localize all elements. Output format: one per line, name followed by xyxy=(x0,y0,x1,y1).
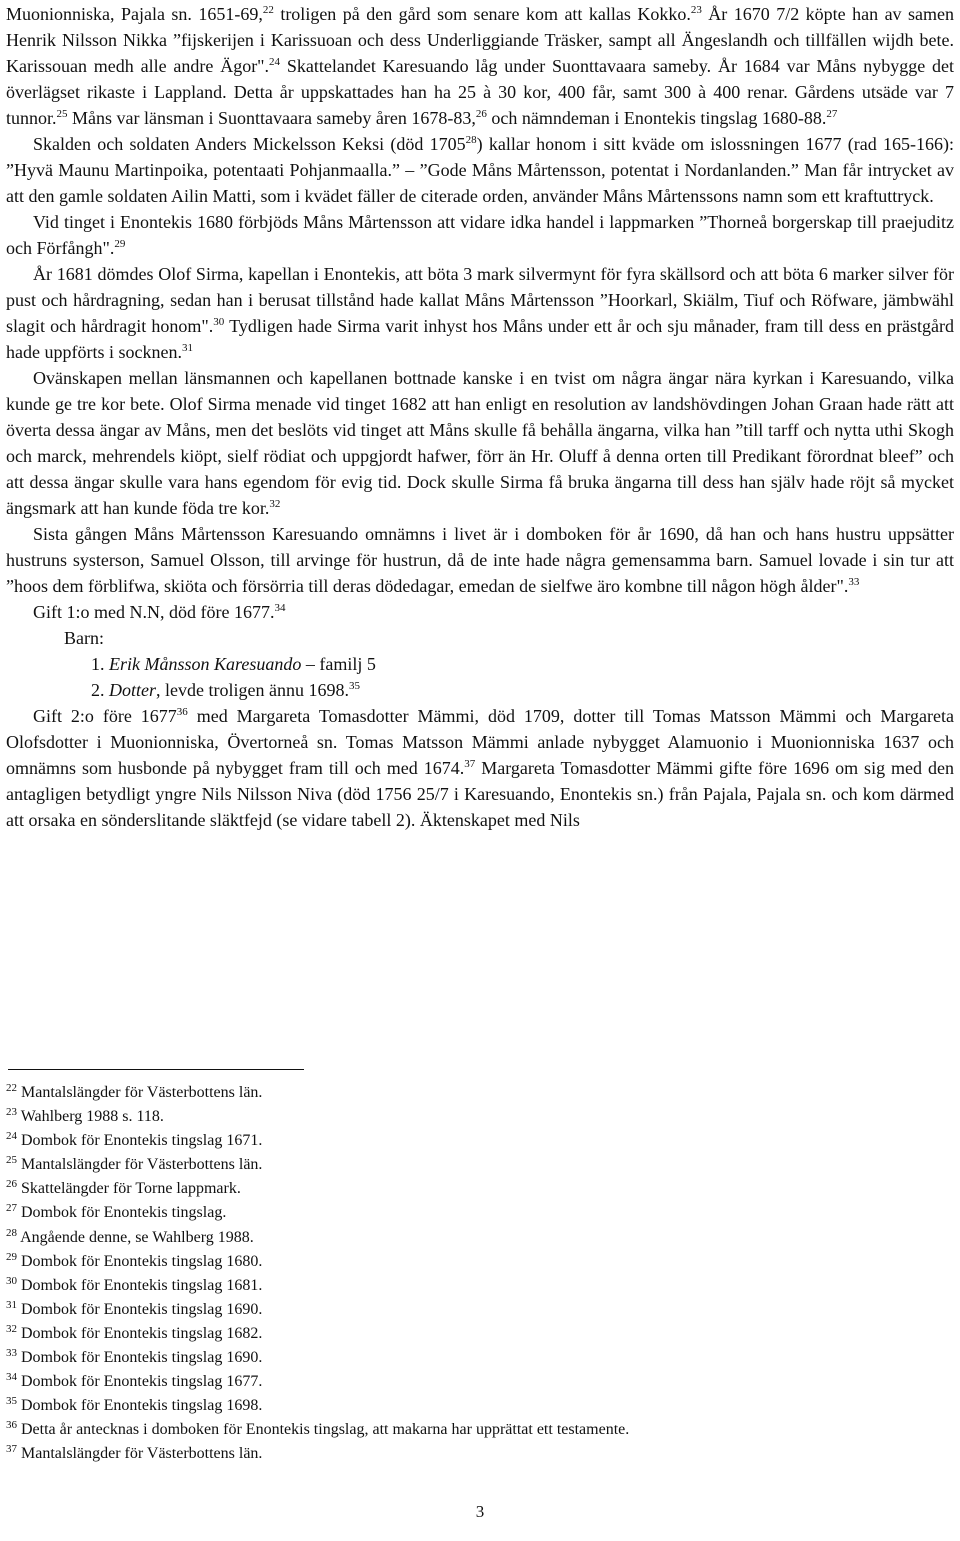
footnote-separator xyxy=(8,1069,304,1070)
footnote-ref[interactable]: 25 xyxy=(56,108,68,120)
text: Måns var länsman i Suonttavaara sameby åren 1678-83, xyxy=(67,108,476,128)
footnote xyxy=(6,1250,954,1274)
paragraph-6 xyxy=(6,599,954,625)
footnote-ref[interactable]: 28 xyxy=(465,134,477,146)
text: troligen på den gård som senare kom att kallas Kokko. xyxy=(273,4,691,24)
text: Skattelandet Karesuando låg under Suonttavaara sameby. År 1684 var Måns nybygge det överlägset rikaste i Lappland. Detta år uppskattades han ha 25 à 30 kor, 400 får, samt 300 à 400 renar. Gårdens utsäde var 7 tunnor. xyxy=(6,56,954,128)
footnote xyxy=(6,1105,954,1129)
footnote xyxy=(6,1370,954,1394)
footnote xyxy=(6,1322,954,1346)
footnote-text: Dombok för Enontekis tingslag. xyxy=(21,1204,227,1222)
text: Gift 2:o före 1677 xyxy=(33,706,177,726)
footnote xyxy=(6,1346,954,1370)
footnote-text: Dombok för Enontekis tingslag 1680. xyxy=(21,1252,263,1270)
list-number: 2. xyxy=(91,680,105,700)
footnote-number: 37 xyxy=(6,1443,17,1456)
footnote-ref[interactable]: 35 xyxy=(348,680,360,692)
footnotes xyxy=(0,1081,954,1467)
footnote-number: 24 xyxy=(6,1130,17,1143)
footnote-text: Dombok för Enontekis tingslag 1698. xyxy=(21,1397,263,1415)
footnote xyxy=(6,1081,954,1105)
footnote-text: Detta år antecknas i domboken för Enontekis tingslag, att makarna har upprättat ett testamente. xyxy=(21,1421,630,1439)
footnote-number: 26 xyxy=(6,1178,17,1191)
footnote-ref[interactable]: 29 xyxy=(114,238,126,250)
footnote xyxy=(6,1418,954,1442)
footnote-number: 22 xyxy=(6,1082,17,1094)
footnote-ref[interactable]: 34 xyxy=(274,602,286,614)
footnote-number: 35 xyxy=(6,1395,17,1408)
footnote-text: Dombok för Enontekis tingslag 1690. xyxy=(21,1349,263,1367)
paragraph-2 xyxy=(6,209,954,261)
footnote-ref[interactable]: 30 xyxy=(213,316,225,328)
text: Sista gången Måns Mårtensson Karesuando omnämns i livet är i domboken för år 1690, då han och hans hustru uppsätter hustruns systerson, Samuel Olsson, till arvinge för hustrun, då de inte hade några gemensamma barn. Samuel lovade i sin tur att ”hoos dem förblifwa, skiöta och försörria till deras dödedagar, emedan de sielfwe äro kombne till någon högh ålder". xyxy=(6,524,954,596)
text: Vid tinget i Enontekis 1680 förbjöds Måns Mårtensson att vidare idka handel i lappmarken ”Thorneå borgerskap till praejuditz och Förfångh". xyxy=(6,212,954,258)
paragraph-5 xyxy=(6,521,954,599)
paragraph-3 xyxy=(6,261,954,365)
footnote-number: 32 xyxy=(6,1322,17,1335)
paragraph-0 xyxy=(6,1,954,131)
footnote-text: Mantalslängder för Västerbottens län. xyxy=(21,1084,263,1101)
page-number: 3 xyxy=(475,1502,485,1521)
text: och nämndeman i Enontekis tingslag 1680-88. xyxy=(486,108,827,128)
footnote-ref[interactable]: 22 xyxy=(262,4,274,16)
text: ) kallar honom i sitt kväde om islossningen 1677 (rad 165-166): ”Hyvä Maunu Martinpoika, potentaati Pohjanmaalla.” – ”Gode Måns Mårtensson, potentat i Nordanlanden.” Man får intrycket av att den gamle soldaten Ailin Matti, som i kvädet fäller de citerade orden, använder Måns Mårtenssons namn som ett kraftuttryck. xyxy=(6,134,954,206)
footnote-text: Dombok för Enontekis tingslag 1690. xyxy=(21,1300,263,1318)
footnote-ref[interactable]: 36 xyxy=(176,706,188,718)
text: , levde troligen ännu 1698. xyxy=(156,680,349,700)
footnote-number: 23 xyxy=(6,1106,17,1119)
text: Gift 1:o med N.N, död före 1677. xyxy=(33,602,275,622)
footnote-ref[interactable]: 27 xyxy=(826,108,838,120)
footnote-number: 25 xyxy=(6,1154,17,1167)
footnote-ref[interactable]: 23 xyxy=(690,4,702,16)
text: Margareta Tomasdotter Mämmi gifte före 1696 om sig med den antagligen betydligt yngre Nils Nilsson Niva (död 1756 25/7 i Karesuando, Enontekis sn.) från Pajala, Pajala sn. och kom därmed att orsaka en sönderslitande släktfejd (se vidare tabell 2). Äktenskapet med Nils xyxy=(6,758,955,830)
footnote xyxy=(6,1226,954,1250)
footnote-ref[interactable]: 32 xyxy=(269,498,281,510)
text: – familj 5 xyxy=(301,654,376,674)
text: Tydligen hade Sirma varit inhyst hos Måns under ett år och sju månader, fram till dess en prästgård hade uppförts i socknen. xyxy=(6,316,954,362)
footnote xyxy=(6,1153,954,1177)
footnote-number: 30 xyxy=(6,1274,17,1287)
footnote-text: Angående denne, se Wahlberg 1988. xyxy=(20,1228,254,1246)
list-number: 1. xyxy=(91,654,105,674)
paragraph-4 xyxy=(6,365,954,521)
footnote-text: Mantalslängder för Västerbottens län. xyxy=(21,1156,263,1174)
footnote-number: 28 xyxy=(6,1226,17,1239)
text: Ovänskapen mellan länsmannen och kapellanen bottnade kanske i en tvist om några ängar nära kyrkan i Karesuando, vilka kunde ge tre kor bete. Olof Sirma menade vid tinget 1682 att han enligt en resolution av landshövdingen Johan Graan hade rätt att överta dessa ängar av Måns, men det beslöts vid tinget att Måns skulle få behålla ängarna, vilka han ”till tarff och nytta uthi Skogh och marck, mehrendels kiöpt, sielf rödiat och uppgjordt hafwer, förr än Hr. Oluff å denna orten till Predikant förordnat bleef” och att dessa ängar skulle vara hans egendom för evig tid. Dock skulle Sirma få bruka ängarna till dess han själv hade röjt så mycket ängsmark att han kunde föda tre kor. xyxy=(6,368,954,518)
footnote-number: 29 xyxy=(6,1250,17,1263)
footnote-text: Dombok för Enontekis tingslag 1677. xyxy=(21,1373,263,1391)
footnote-number: 36 xyxy=(6,1419,17,1432)
text: År 1681 dömdes Olof Sirma, kapellan i Enontekis, att böta 3 mark silvermynt för fyra skällsord och att böta 6 marker silver för pust och hårdragning, sedan han i berusat tillstånd hade kallat Måns Mårtensson ”Hoorkarl, Skiälm, Tiuf och Röfware, jämbwähl slagit och hårdragit honom". xyxy=(6,264,954,336)
footnote-number: 27 xyxy=(6,1202,17,1215)
footnote-text: Dombok för Enontekis tingslag 1682. xyxy=(21,1324,263,1342)
footnote-text: Dombok för Enontekis tingslag 1681. xyxy=(21,1276,263,1294)
footnote-text: Skattelängder för Torne lappmark. xyxy=(21,1180,241,1198)
footnote xyxy=(6,1394,954,1418)
footnote-ref[interactable]: 33 xyxy=(848,576,860,588)
footnote xyxy=(6,1177,954,1201)
footnote xyxy=(6,1201,954,1225)
footnote-ref[interactable]: 31 xyxy=(181,342,193,354)
text: med Margareta Tomasdotter Mämmi, död 1709, dotter till Tomas Matsson Mämmi och Margareta Olofsdotter i Muonionniska, Övertorneå sn. Tomas Matsson Mämmi anlade nybygget Alamuonio i Muonionniska 1637 och omnämns som husbonde på nybygget fram till och med 1674. xyxy=(6,706,954,778)
text: Muonionniska, Pajala sn. 1651-69, xyxy=(6,4,263,24)
footnote-number: 31 xyxy=(6,1298,17,1311)
footnote-ref[interactable]: 26 xyxy=(475,108,487,120)
footnote-number: 34 xyxy=(6,1371,17,1384)
children-heading xyxy=(6,625,954,651)
footnote xyxy=(6,1274,954,1298)
footnote-text: Dombok för Enontekis tingslag 1671. xyxy=(21,1132,263,1150)
footnote xyxy=(6,1298,954,1322)
footnote-text: Wahlberg 1988 s. 118. xyxy=(20,1108,164,1126)
text: År 1670 7/2 köpte han av samen Henrik Nilsson Nikka ”fijskerijen i Karissuoan och dess Underliggiande Träsker, sampt all Ängeslandh och tillfällen wijdh bete. Karissouan medh alle andre Ägor". xyxy=(6,4,954,76)
paragraph-1 xyxy=(6,131,954,209)
child-name: Dotter xyxy=(109,680,156,700)
footnote-ref[interactable]: 24 xyxy=(269,56,281,68)
text: Skalden och soldaten Anders Mickelsson Keksi (död 1705 xyxy=(33,134,466,154)
child-name: Erik Månsson Karesuando xyxy=(109,654,302,674)
footnote-ref[interactable]: 37 xyxy=(464,758,476,770)
paragraph-10 xyxy=(6,703,954,833)
text: Barn: xyxy=(64,628,104,648)
child-1 xyxy=(6,651,954,677)
footnote-text: Mantalslängder för Västerbottens län. xyxy=(21,1445,263,1463)
footnote-number: 33 xyxy=(6,1347,17,1360)
footnote xyxy=(6,1129,954,1153)
footnote xyxy=(6,1442,954,1466)
child-2 xyxy=(6,677,954,703)
